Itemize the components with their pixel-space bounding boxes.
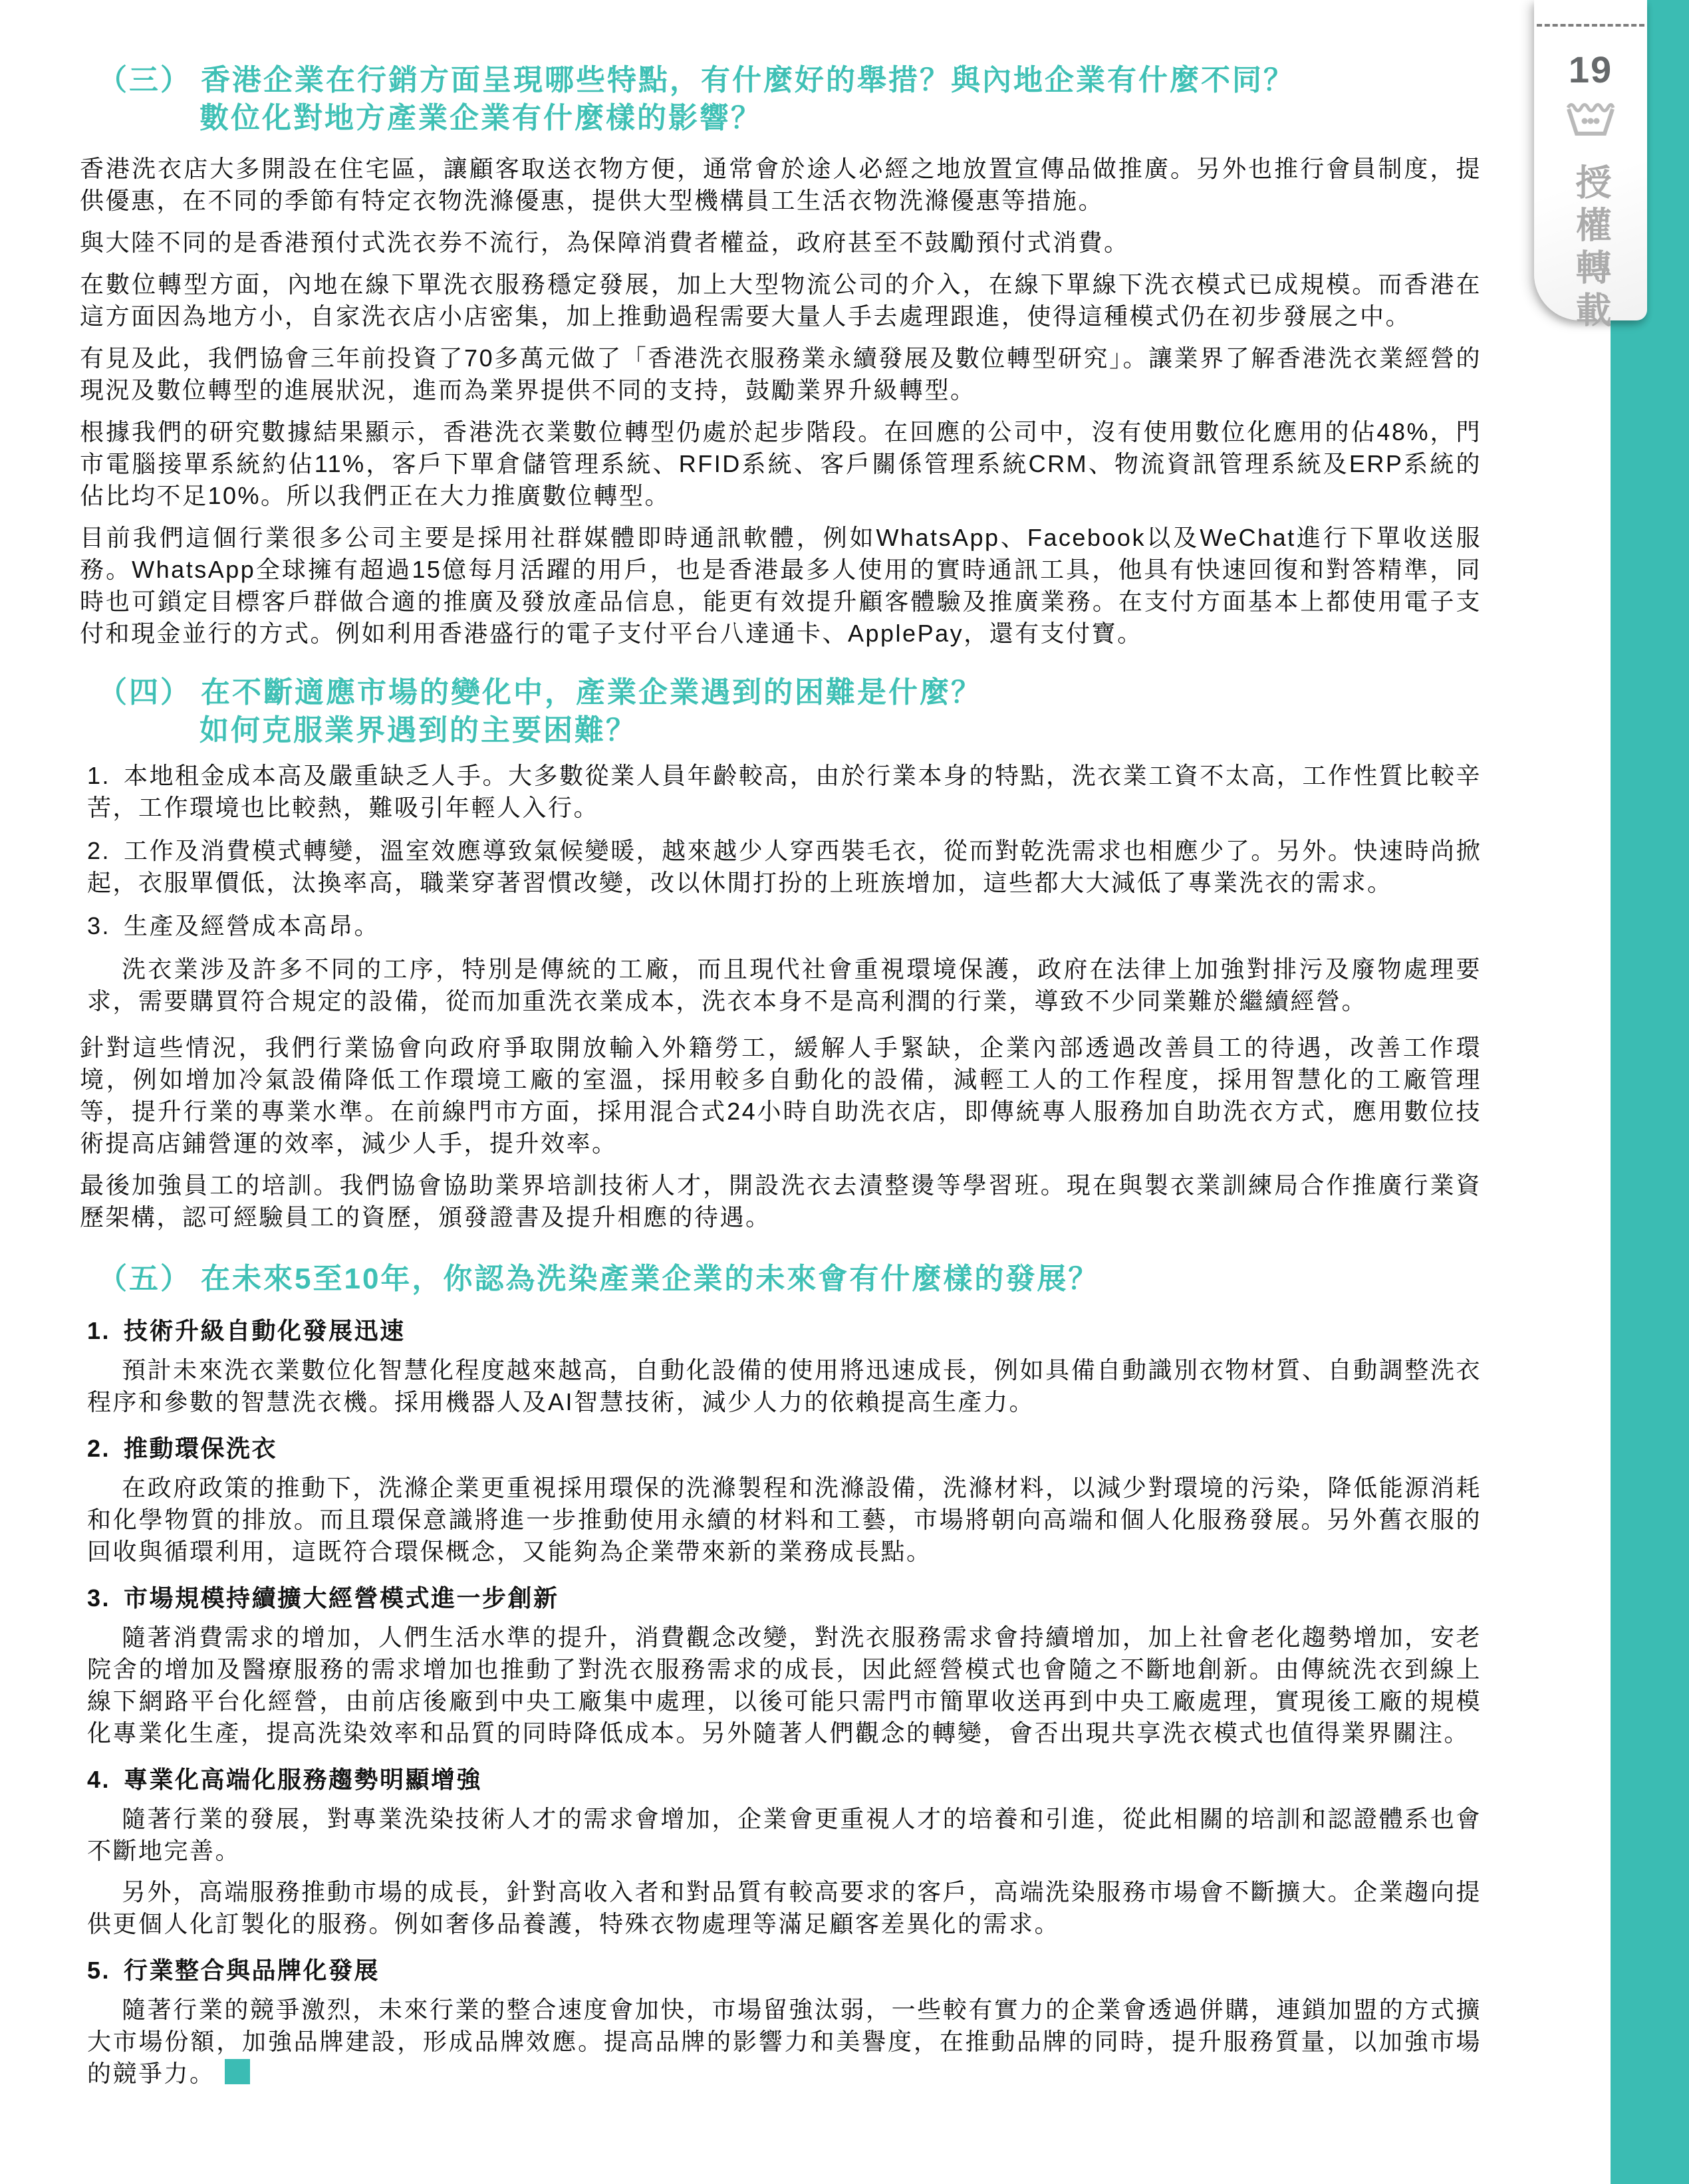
list-item-title-text: 推動環保洗衣	[124, 1435, 278, 1462]
list-item-title	[87, 1582, 1482, 1614]
paragraph: 目前我們這個行業很多公司主要是採用社群媒體即時通訊軟體，例如WhatsApp、Facebook以及WeChat進行下單收送服務。WhatsApp全球擁有超過15億每月活躍的用戶，也是香港最多人使用的實時通訊工具，他具有快速回復和對答精準，同時也可鎖定目標客戶群做合適的推廣及發放產品信息，能更有效提升顧客體驗及推廣業務。在支付方面基本上都使用電子支付和現金並行的方式。例如利用香港盛行的電子支付平台八達通卡、ApplePay，還有支付寶。	[80, 524, 1482, 647]
list-item-number: 1.	[87, 762, 111, 789]
list-item-number: 4.	[87, 1766, 111, 1793]
list-item-number: 3.	[87, 912, 111, 939]
question-title: 香港企業在行銷方面呈現哪些特點，有什麼好的舉措？與內地企業有什麼不同？	[201, 64, 1295, 96]
list-item-number: 3.	[87, 1584, 111, 1612]
question-heading-line	[98, 673, 1482, 711]
list-item-title-text: 專業化高端化服務趨勢明顯增強	[124, 1766, 483, 1793]
list-item-title-text: 技術升級自動化發展迅速	[124, 1317, 406, 1344]
section-heading-q5	[98, 1260, 1482, 1298]
list-item	[87, 910, 1482, 942]
list-item	[87, 760, 1482, 824]
list-item-text: 生產及經營成本高昂。	[124, 912, 380, 939]
authorized-reprint-label: 授權轉載	[1571, 164, 1611, 334]
section-heading-q3	[98, 61, 1482, 137]
future-trends-list	[87, 1315, 1482, 2090]
stitch-line	[1537, 24, 1644, 27]
paragraph: 針對這些情況，我們行業協會向政府爭取開放輸入外籍勞工，緩解人手緊缺，企業內部透過改善員工的待遇，改善工作環境，例如增加冷氣設備降低工作環境工廠的室溫，採用較多自動化的設備，減輕工人的工作程度，採用智慧化的工廠管理等，提升行業的專業水準。在前線門市方面，採用混合式24小時自助洗衣店，即傳統專人服務加自助洗衣方式，應用數位技術提高店鋪營運的效率，減少人手，提升效率。	[80, 1034, 1482, 1157]
section-heading-q4	[98, 673, 1482, 749]
question-title-line2: 數位化對地方產業企業有什麼樣的影響？	[199, 102, 762, 134]
question-number: （五）	[98, 1263, 192, 1295]
list-item-number: 2.	[87, 837, 111, 864]
list-item-number: 2.	[87, 1435, 111, 1462]
list-item	[87, 835, 1482, 899]
list-item-detail-text: 隨著行業的競爭激烈，未來行業的整合速度會加快，市場留強汰弱，一些較有實力的企業會透過併購，連鎖加盟的方式擴大市場份額，加強品牌建設，形成品牌效應。提高品牌的影響力和美譽度，在推動品牌的同時，提升服務質量，以加強市場的競爭力。	[87, 1996, 1482, 2087]
list-item-detail: 在政府政策的推動下，洗滌企業更重視採用環保的洗滌製程和洗滌設備，洗滌材料，以減少對環境的污染，降低能源消耗和化學物質的排放。而且環保意識將進一步推動使用永續的材料和工藝，市場將朝向高端和個人化服務發展。另外舊衣服的回收與循環利用，這既符合環保概念，又能夠為企業帶來新的業務成長點。	[87, 1474, 1482, 1565]
list-item-title	[87, 1433, 1482, 1465]
question-number: （四）	[98, 676, 192, 709]
question-number: （三）	[98, 64, 192, 96]
paragraph: 有見及此，我們協會三年前投資了70多萬元做了「香港洗衣服務業永續發展及數位轉型研究」。讓業界了解香港洗衣業經營的現況及數位轉型的進展狀況，進而為業界提供不同的支持，鼓勵業界升級轉型。	[80, 344, 1482, 404]
article-end-mark	[225, 2059, 250, 2084]
laundry-tag	[1534, 0, 1647, 334]
question-title: 在未來5至10年，你認為洗染產業企業的未來會有什麼樣的發展？	[201, 1263, 1100, 1295]
paragraph: 與大陸不同的是香港預付式洗衣券不流行，為保障消費者權益，政府甚至不鼓勵預付式消費。	[80, 229, 1130, 256]
list-item-detail: 隨著行業的發展，對專業洗染技術人才的需求會增加，企業會更重視人才的培養和引進，從此相關的培訓和認證體系也會不斷地完善。	[87, 1805, 1482, 1864]
list-item-detail: 另外，高端服務推動市場的成長，針對高收入者和對品質有較高要求的客戶，高端洗染服務市場會不斷擴大。企業趨向提供更個人化訂製化的服務。例如奢侈品養護，特殊衣物處理等滿足顧客差異化的需求。	[87, 1878, 1482, 1937]
question-heading-line	[98, 61, 1482, 99]
list-item-number: 5.	[87, 1957, 111, 1984]
page-number: 19	[1568, 49, 1613, 90]
list-item-title-text: 行業整合與品牌化發展	[124, 1957, 380, 1984]
question-title: 在不斷適應市場的變化中，產業企業遇到的困難是什麼？	[201, 676, 982, 709]
list-item-title	[87, 1764, 1482, 1796]
list-item-title-text: 市場規模持續擴大經營模式進一步創新	[124, 1584, 559, 1612]
list-item-detail	[87, 1994, 1482, 2090]
list-item-detail: 洗衣業涉及許多不同的工序，特別是傳統的工廠，而且現代社會重視環境保護，政府在法律上加強對排污及廢物處理要求，需要購買符合規定的設備，從而加重洗衣業成本，洗衣本身不是高利潤的行業，導致不少同業難於繼續經營。	[87, 955, 1482, 1015]
list-item-number: 1.	[87, 1317, 111, 1344]
paragraph: 香港洗衣店大多開設在住宅區，讓顧客取送衣物方便，通常會於途人必經之地放置宣傳品做推廣。另外也推行會員制度，提供優惠，在不同的季節有特定衣物洗滌優惠，提供大型機構員工生活衣物洗滌優惠等措施。	[80, 155, 1482, 214]
list-item-detail: 隨著消費需求的增加，人們生活水準的提升，消費觀念改變，對洗衣服務需求會持續增加，加上社會老化趨勢增加，安老院舍的增加及醫療服務的需求增加也推動了對洗衣服務需求的成長，因此經營模式也會隨之不斷地創新。由傳統洗衣到線上線下網路平台化經營，由前店後廠到中央工廠集中處理，以後可能只需門市簡單收送再到中央工廠處理，實現後工廠的規模化專業化生產，提高洗染效率和品質的同時降低成本。另外隨著人們觀念的轉變，會否出現共享洗衣模式也值得業界關注。	[87, 1624, 1482, 1747]
list-item-text: 本地租金成本高及嚴重缺乏人手。大多數從業人員年齡較高，由於行業本身的特點，洗衣業工資不太高，工作性質比較辛苦，工作環境也比較熱，難吸引年輕人入行。	[87, 762, 1482, 821]
wash-care-tub-icon	[1534, 99, 1647, 141]
list-item-detail: 預計未來洗衣業數位化智慧化程度越來越高，自動化設備的使用將迅速成長，例如具備自動識別衣物材質、自動調整洗衣程序和參數的智慧洗衣機。採用機器人及AI智慧技術，減少人力的依賴提高生產力。	[87, 1356, 1482, 1415]
paragraph: 根據我們的研究數據結果顯示，香港洗衣業數位轉型仍處於起步階段。在回應的公司中，沒有使用數位化應用的佔48%，門市電腦接單系統約佔11%，客戶下單倉儲管理系統、RFID系統、客戶關係管理系統CRM、物流資訊管理系統及ERP系統的佔比均不足10%。所以我們正在大力推廣數位轉型。	[80, 418, 1482, 509]
list-item-title	[87, 1315, 1482, 1347]
difficulties-list	[87, 760, 1482, 1017]
question-heading-line	[98, 1260, 1482, 1298]
list-item-text: 工作及消費模式轉變，溫室效應導致氣候變暖，越來越少人穿西裝毛衣，從而對乾洗需求也相應少了。另外。快速時尚掀起，衣服單價低，汰換率高，職業穿著習慣改變，改以休閒打扮的上班族增加，這些都大大減低了專業洗衣的需求。	[87, 837, 1482, 896]
paragraph: 在數位轉型方面，內地在線下單洗衣服務穩定發展，加上大型物流公司的介入，在線下單線下洗衣模式已成規模。而香港在這方面因為地方小，自家洗衣店小店密集，加上推動過程需要大量人手去處理跟進，使得這種模式仍在初步發展之中。	[80, 271, 1482, 330]
question-title-line2: 如何克服業界遇到的主要困難？	[199, 714, 637, 747]
article-content	[0, 61, 1689, 2184]
paragraph: 最後加強員工的培訓。我們協會協助業界培訓技術人才，開設洗衣去漬整燙等學習班。現在與製衣業訓練局合作推廣行業資歷架構，認可經驗員工的資歷，頒發證書及提升相應的待遇。	[80, 1171, 1482, 1231]
list-item-title	[87, 1955, 1482, 1987]
